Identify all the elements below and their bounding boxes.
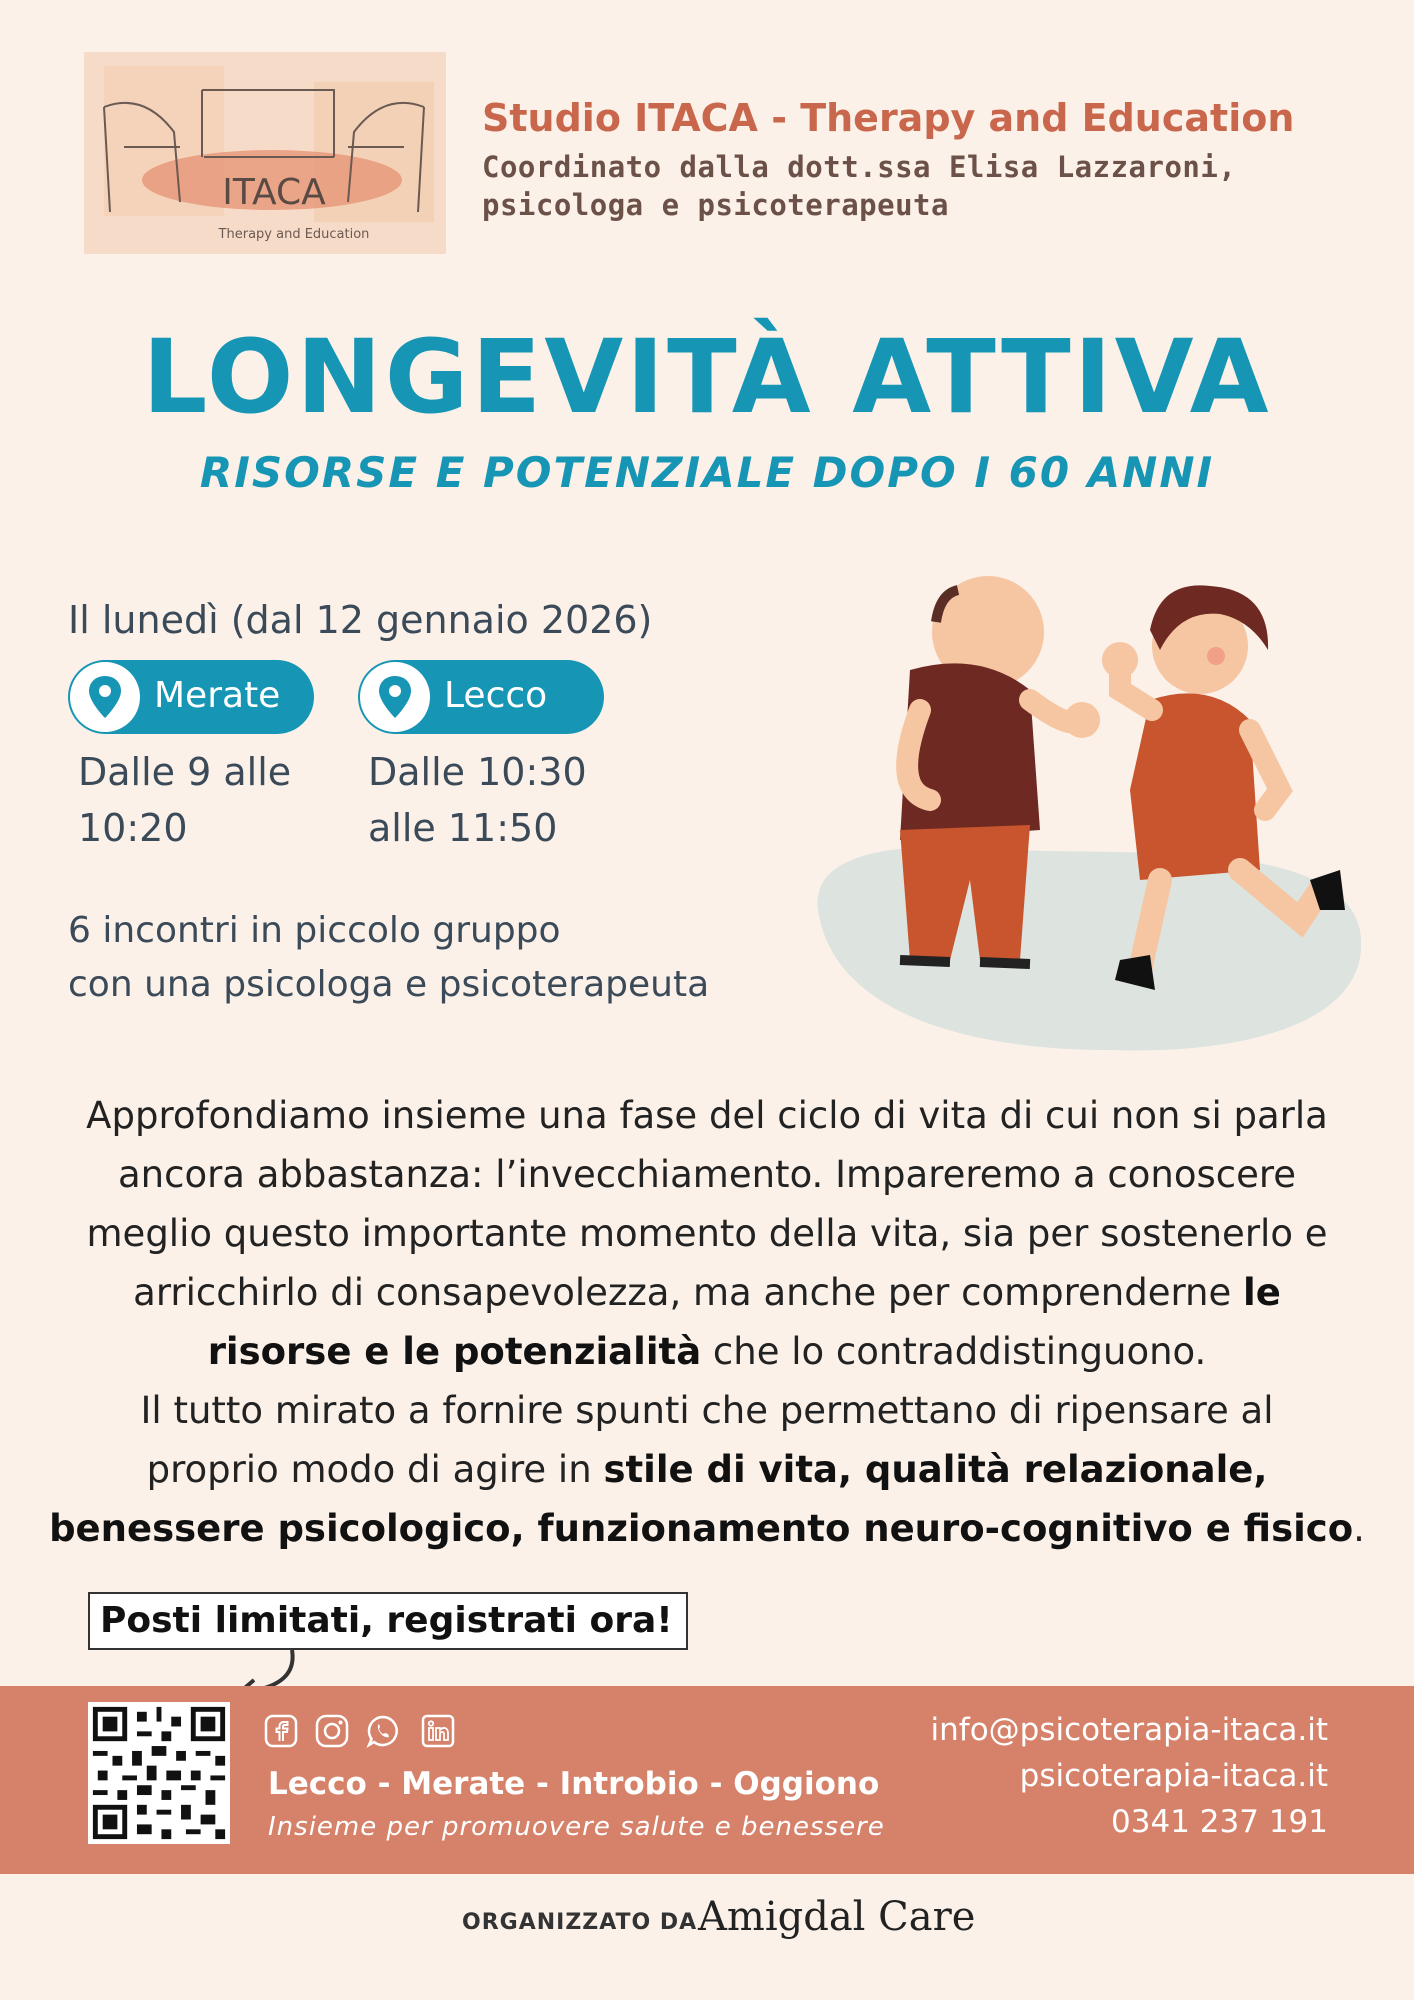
footer-locations: Lecco - Merate - Introbio - Oggiono xyxy=(268,1766,880,1802)
studio-title: Studio ITACA - Therapy and Education xyxy=(482,96,1295,140)
meetings-info-line-2: con una psicologa e psicoterapeuta xyxy=(68,964,710,1005)
location-label: Lecco xyxy=(444,675,548,716)
itaca-logo xyxy=(84,52,446,254)
location-pin-icon xyxy=(70,662,140,732)
time-merate-line-2: 10:20 xyxy=(78,806,188,850)
email-link[interactable]: info@psicoterapia-itaca.it xyxy=(930,1712,1328,1748)
time-merate-line-1: Dalle 9 alle xyxy=(78,750,292,794)
body-line-8 xyxy=(0,1507,1414,1550)
schedule-date: Il lunedì (dal 12 gennaio 2026) xyxy=(68,598,653,642)
location-pill-lecco xyxy=(358,660,604,734)
body-line-5-bold: risorse e le potenzialità xyxy=(207,1330,702,1373)
instagram-icon[interactable] xyxy=(315,1714,349,1748)
body-line-3: meglio questo importante momento della vita, sia per sostenerlo e xyxy=(86,1212,1328,1255)
body-line-1: Approfondiamo insieme una fase del ciclo di vita di cui non si parla xyxy=(86,1094,1328,1137)
whatsapp-icon[interactable] xyxy=(366,1714,400,1748)
body-line-6: Il tutto mirato a fornire spunti che permettano di ripensare al xyxy=(140,1389,1274,1432)
meetings-info-line-1: 6 incontri in piccolo gruppo xyxy=(68,910,561,951)
cta-text[interactable]: Posti limitati, registrati ora! xyxy=(100,1600,673,1641)
coordinator-line-1: Coordinato dalla dott.ssa Elisa Lazzaroni, xyxy=(482,150,1237,184)
body-line-5-text: che lo contraddistinguono. xyxy=(701,1330,1207,1373)
time-lecco-line-2: alle 11:50 xyxy=(368,806,558,850)
organizer-label: ORGANIZZATO DA xyxy=(462,1910,698,1935)
qr-code[interactable] xyxy=(88,1702,230,1844)
body-line-7-bold: stile di vita, qualità relazionale, xyxy=(603,1448,1268,1491)
subtitle: RISORSE E POTENZIALE DOPO I 60 ANNI xyxy=(199,448,1215,497)
logo-text: ITACA xyxy=(222,172,326,213)
location-label: Merate xyxy=(154,675,281,716)
body-line-7-text: proprio modo di agire in xyxy=(146,1448,604,1491)
body-line-4-text: arricchirlo di consapevolezza, ma anche per comprenderne xyxy=(133,1271,1244,1314)
body-line-4 xyxy=(0,1271,1414,1314)
phone-number[interactable]: 0341 237 191 xyxy=(1111,1804,1328,1840)
body-line-2: ancora abbastanza: l’invecchiamento. Impareremo a conoscere xyxy=(117,1153,1297,1196)
body-line-8-bold: benessere psicologico, funzionamento neuro-cognitivo e fisico xyxy=(49,1507,1354,1550)
body-line-8-text: . xyxy=(1353,1507,1365,1550)
body-line-4-bold: le xyxy=(1243,1271,1281,1314)
coordinator-line-2: psicologa e psicoterapeuta xyxy=(482,188,949,222)
facebook-icon[interactable] xyxy=(264,1714,298,1748)
organizer-brand-logo: Amigdal Care xyxy=(698,1894,976,1940)
website-link[interactable]: psicoterapia-itaca.it xyxy=(1019,1758,1328,1794)
linkedin-icon[interactable] xyxy=(421,1714,455,1748)
location-pill-merate xyxy=(68,660,314,734)
location-pin-icon xyxy=(360,662,430,732)
main-title: LONGEVITÀ ATTIVA xyxy=(142,318,1272,437)
time-lecco-line-1: Dalle 10:30 xyxy=(368,750,587,794)
elderly-couple-illustration xyxy=(780,550,1380,1070)
footer-tagline: Insieme per promuovere salute e benessere xyxy=(268,1812,885,1842)
body-line-7 xyxy=(0,1448,1414,1491)
logo-subtext: Therapy and Education xyxy=(218,227,370,242)
body-line-5 xyxy=(0,1330,1414,1373)
